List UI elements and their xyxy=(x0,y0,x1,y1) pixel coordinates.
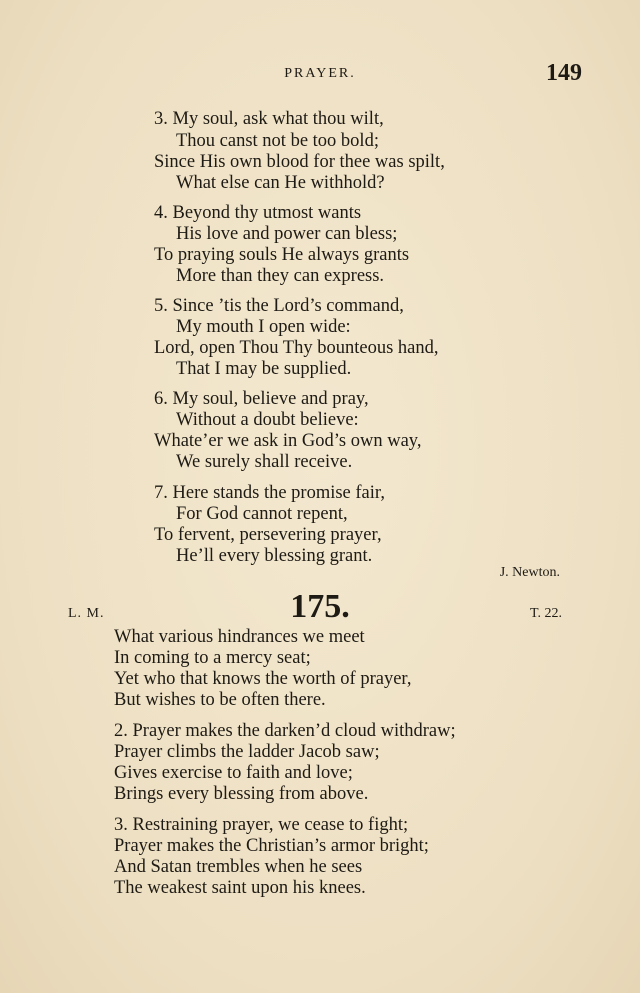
verse-line: His love and power can bless; xyxy=(176,224,398,244)
verse-line: 3. My soul, ask what thou wilt, xyxy=(154,109,384,129)
verse-line: To praying souls He always grants xyxy=(154,245,410,265)
running-header: PRAYER. xyxy=(284,66,356,81)
meter-label: L. M. xyxy=(68,606,105,621)
verse-line: What else can He withhold? xyxy=(176,173,385,193)
author-attribution: J. Newton. xyxy=(499,565,560,580)
verse-line: He’ll every blessing grant. xyxy=(176,546,373,566)
verse-line: 7. Here stands the promise fair, xyxy=(154,483,385,503)
verse-line: 5. Since ’tis the Lord’s command, xyxy=(154,296,404,316)
tune-reference: T. 22. xyxy=(529,606,562,621)
verse-line: Prayer climbs the ladder Jacob saw; xyxy=(114,742,380,762)
verse-line: And Satan trembles when he sees xyxy=(114,857,363,877)
verse-line: For God cannot repent, xyxy=(176,504,348,524)
verse-line: 3. Restraining prayer, we cease to fight; xyxy=(114,815,409,835)
verse-line: Thou canst not be too bold; xyxy=(176,131,379,151)
verse-line: 6. My soul, believe and pray, xyxy=(154,389,369,409)
verse-line: To fervent, persevering prayer, xyxy=(154,525,382,545)
verse-line: Yet who that knows the worth of prayer, xyxy=(114,669,412,689)
verse-line: Whate’er we ask in God’s own way, xyxy=(154,431,422,451)
verse-line: That I may be supplied. xyxy=(176,359,352,379)
verse-line: What various hindrances we meet xyxy=(114,627,365,647)
hymn-number: 175. xyxy=(290,588,350,625)
verse-line: Lord, open Thou Thy bounteous hand, xyxy=(154,338,439,358)
page-number: 149 xyxy=(546,60,582,86)
verse-line: Brings every blessing from above. xyxy=(114,784,369,804)
verse-line: My mouth I open wide: xyxy=(176,317,351,337)
verse-line: In coming to a mercy seat; xyxy=(114,648,311,668)
verse-line: The weakest saint upon his knees. xyxy=(114,878,366,898)
verse-line: Gives exercise to faith and love; xyxy=(114,763,353,783)
verse-line: More than they can express. xyxy=(176,266,385,286)
verse-line: Without a doubt believe: xyxy=(176,410,359,430)
verse-line: Since His own blood for thee was spilt, xyxy=(154,152,445,172)
verse-line: We surely shall receive. xyxy=(176,452,353,472)
verse-line: Prayer makes the Christian’s armor bright; xyxy=(114,836,429,856)
verse-line: 4. Beyond thy utmost wants xyxy=(154,203,362,223)
verse-line: But wishes to be often there. xyxy=(114,690,326,710)
verse-line: 2. Prayer makes the darken’d cloud withdraw; xyxy=(114,721,456,741)
